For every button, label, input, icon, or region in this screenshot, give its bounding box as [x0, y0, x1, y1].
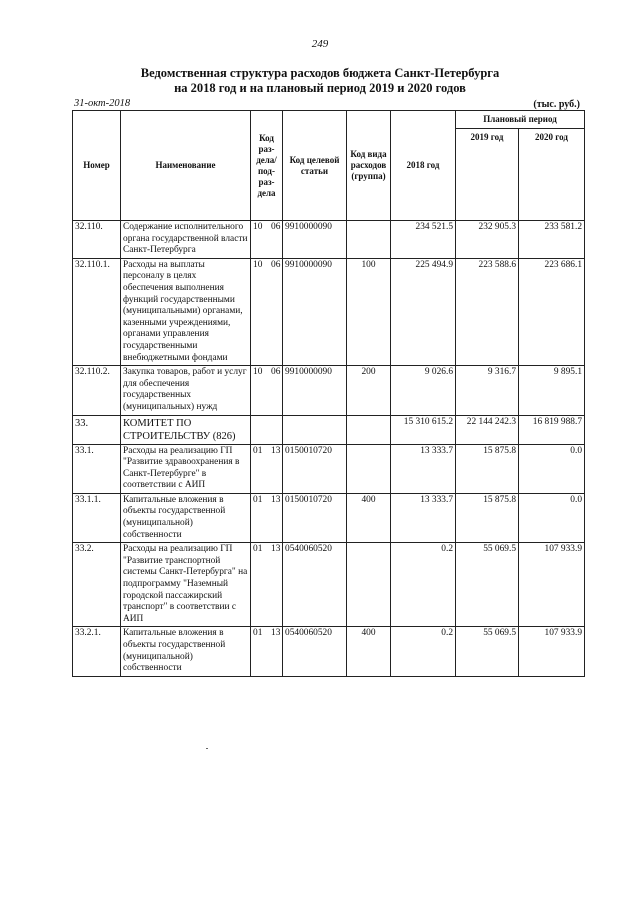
- row-value-2019: 232 905.3: [456, 221, 519, 259]
- row-value-2019: 15 875.8: [456, 493, 519, 542]
- row-number: 33.1.: [73, 444, 121, 493]
- row-expense-type-code: [347, 543, 391, 627]
- header-number: Номер: [73, 111, 121, 221]
- title-line-2: на 2018 год и на плановый период 2019 и 2020 годов: [174, 81, 466, 95]
- row-section-code: [251, 543, 283, 627]
- table-row: [73, 366, 585, 415]
- row-section-code: [251, 627, 283, 676]
- header-section-code: [251, 111, 283, 221]
- row-value-2020: 223 686.1: [519, 258, 585, 365]
- row-value-2020: 9 895.1: [519, 366, 585, 415]
- row-target-code: 9910000090: [283, 221, 347, 259]
- row-section: 10: [253, 222, 263, 232]
- row-value-2020: 107 933.9: [519, 627, 585, 676]
- header-year-2020: 2020 год: [519, 129, 585, 221]
- table-row: [73, 543, 585, 627]
- header-name: Наименование: [121, 111, 251, 221]
- row-expense-type-code: 400: [347, 493, 391, 542]
- row-section: 10: [253, 367, 263, 378]
- table-row: [73, 627, 585, 676]
- row-expense-type-code: 400: [347, 627, 391, 676]
- row-value-2018: 13 333.7: [391, 444, 456, 493]
- row-expense-type-code: 200: [347, 366, 391, 415]
- row-target-code: 9910000090: [283, 366, 347, 415]
- table-row: [73, 258, 585, 365]
- row-subsection: 06: [271, 259, 281, 270]
- row-section-code: [251, 221, 283, 259]
- row-name: Расходы на выплаты персоналу в целях обеспечения выполнения функций государственными (муниципальными) органами, казенными учреждениями, органами управления государственными внебюджетными фондами: [121, 258, 251, 365]
- header-planned-period: Плановый период: [456, 111, 585, 129]
- row-subsection: 13: [271, 628, 281, 639]
- row-name: Расходы на реализацию ГП "Развитие здравоохранения в Санкт-Петербурге" в соответствии с АИП: [121, 444, 251, 493]
- row-value-2020: 107 933.9: [519, 543, 585, 627]
- row-value-2020: 0.0: [519, 493, 585, 542]
- scan-mark: [206, 748, 208, 749]
- row-section: 01: [253, 494, 263, 505]
- title-line-1: Ведомственная структура расходов бюджета Санкт-Петербурга: [140, 66, 500, 80]
- row-section: 01: [253, 445, 263, 456]
- row-expense-type-code: 100: [347, 258, 391, 365]
- row-name: КОМИТЕТ ПО СТРОИТЕЛЬСТВУ (826): [121, 415, 251, 444]
- row-number: 32.110.1.: [73, 258, 121, 365]
- row-value-2019: 9 316.7: [456, 366, 519, 415]
- row-value-2018: 9 026.6: [391, 366, 456, 415]
- table-row: [73, 221, 585, 259]
- row-section-code: [251, 258, 283, 365]
- row-value-2019: 223 588.6: [456, 258, 519, 365]
- row-value-2019: 55 069.5: [456, 543, 519, 627]
- budget-table: [72, 110, 585, 677]
- row-target-code: 0540060520: [283, 627, 347, 676]
- row-number: 33.2.: [73, 543, 121, 627]
- row-value-2019: 22 144 242.3: [456, 415, 519, 444]
- row-value-2020: 233 581.2: [519, 221, 585, 259]
- row-expense-type-code: [347, 415, 391, 444]
- row-expense-type-code: [347, 444, 391, 493]
- row-section-code: [251, 444, 283, 493]
- row-value-2018: 0.2: [391, 543, 456, 627]
- row-value-2018: 13 333.7: [391, 493, 456, 542]
- row-value-2019: 55 069.5: [456, 627, 519, 676]
- table-row: [73, 444, 585, 493]
- page-number: 249: [311, 38, 329, 50]
- header-target-code: Код целевой статьи: [283, 111, 347, 221]
- row-section-code: [251, 366, 283, 415]
- row-target-code: 9910000090: [283, 258, 347, 365]
- header-year-2018: 2018 год: [391, 111, 456, 221]
- row-section: 01: [253, 544, 263, 555]
- document-title: [0, 66, 640, 96]
- row-section: 01: [253, 628, 263, 639]
- header-section-code-text: Код раз-дела/ под-раз-дела: [256, 132, 277, 198]
- row-number: 33.: [73, 415, 121, 444]
- row-section-code: [251, 493, 283, 542]
- row-name: Капитальные вложения в объекты государственной (муниципальной) собственности: [121, 493, 251, 542]
- row-subsection: 06: [271, 222, 281, 232]
- row-subsection: 06: [271, 367, 281, 378]
- table-body: [73, 221, 585, 677]
- row-target-code: [283, 415, 347, 444]
- row-number: 32.110.2.: [73, 366, 121, 415]
- row-value-2018: 0.2: [391, 627, 456, 676]
- row-expense-type-code: [347, 221, 391, 259]
- row-value-2018: 15 310 615.2: [391, 415, 456, 444]
- document-date: 31-окт-2018: [74, 98, 131, 109]
- header-year-2019: 2019 год: [456, 129, 519, 221]
- table-row: [73, 415, 585, 444]
- row-value-2018: 234 521.5: [391, 221, 456, 259]
- row-subsection: 13: [271, 445, 281, 456]
- row-number: 32.110.: [73, 221, 121, 259]
- row-subsection: 13: [271, 544, 281, 555]
- row-name: Расходы на реализацию ГП "Развитие транспортной системы Санкт-Петербурга" на подпрограмму "Наземный городской пассажирский транспорт" в соответствии с АИП: [121, 543, 251, 627]
- row-value-2020: 16 819 988.7: [519, 415, 585, 444]
- row-value-2020: 0.0: [519, 444, 585, 493]
- row-target-code: 0150010720: [283, 444, 347, 493]
- row-name: Содержание исполнительного органа государственной власти Санкт-Петербурга: [121, 221, 251, 259]
- row-name: Закупка товаров, работ и услуг для обеспечения государственных (муниципальных) нужд: [121, 366, 251, 415]
- row-subsection: 13: [271, 494, 281, 505]
- table-row: [73, 493, 585, 542]
- row-number: 33.2.1.: [73, 627, 121, 676]
- row-name: Капитальные вложения в объекты государственной (муниципальной) собственности: [121, 627, 251, 676]
- row-value-2019: 15 875.8: [456, 444, 519, 493]
- row-number: 33.1.1.: [73, 493, 121, 542]
- row-target-code: 0540060520: [283, 543, 347, 627]
- units-label: (тыс. руб.): [533, 99, 580, 110]
- row-value-2018: 225 494.9: [391, 258, 456, 365]
- row-section: 10: [253, 259, 263, 270]
- row-section-code: [251, 415, 283, 444]
- row-target-code: 0150010720: [283, 493, 347, 542]
- header-expense-type-code: Код вида расходов (группа): [347, 111, 391, 221]
